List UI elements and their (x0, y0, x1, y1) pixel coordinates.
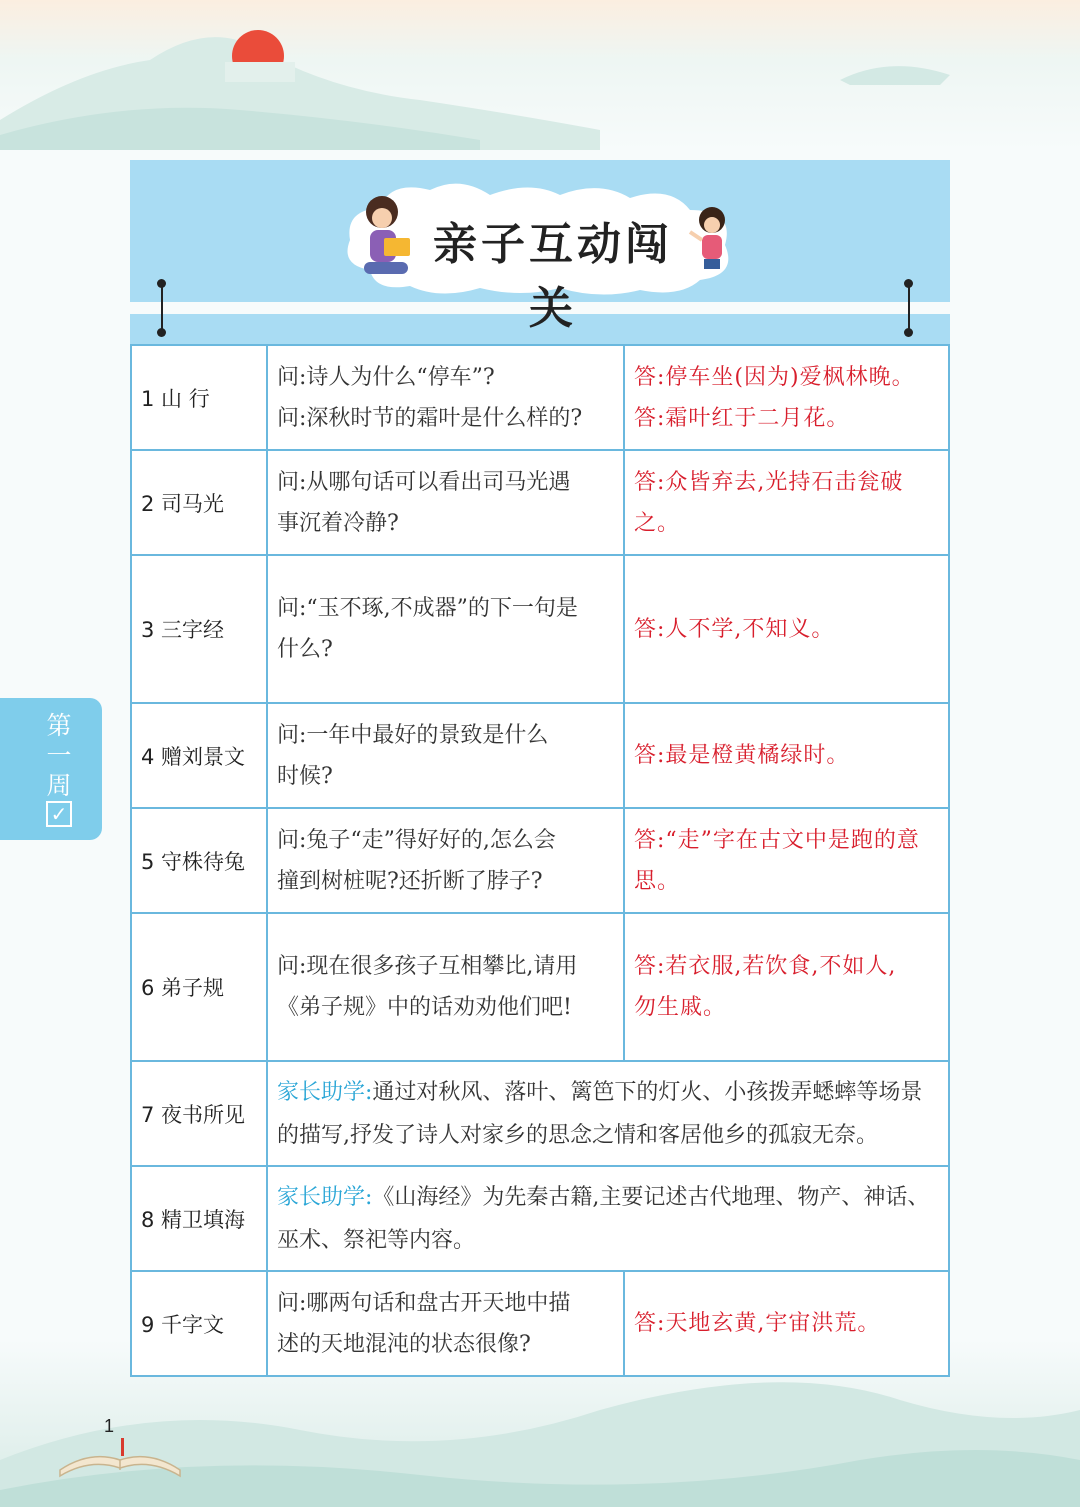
question-line: 问:兔子“走”得好好的,怎么会 (277, 827, 556, 853)
parent-help-text: 巫术、祭祀等内容。 (277, 1227, 476, 1253)
table-row (131, 808, 949, 913)
answer-line: 答:众皆弃去,光持石击瓮破 (634, 469, 904, 495)
mountain-sun-illustration (0, 0, 1080, 150)
question-line: 什么? (277, 637, 333, 662)
parent-help-label: 家长助学: (277, 1079, 373, 1105)
hanger-dot-right-top (904, 279, 913, 288)
parent-help-text: 通过对秋风、落叶、篱笆下的灯火、小孩拨弄蟋蟀等场景 (372, 1079, 923, 1105)
table-row (131, 913, 949, 1061)
hanger-dot-left-top (157, 279, 166, 288)
answer-cell (624, 913, 949, 1061)
answer-cell (624, 808, 949, 913)
answer-line: 答:霜叶红于二月花。 (634, 405, 850, 431)
lesson-title: 8 精卫填海 (131, 1166, 267, 1271)
answer-line: 答:“走”字在古文中是跑的意 (634, 827, 920, 853)
question-line: 问:现在很多孩子互相攀比,请用 (277, 954, 578, 979)
hanger-line-left (161, 283, 163, 333)
question-line: 时候? (277, 763, 333, 789)
answer-cell (624, 703, 949, 808)
table-row (131, 703, 949, 808)
hanger-line-right (908, 283, 910, 333)
qa-table (130, 344, 950, 1377)
answer-cell (624, 345, 949, 450)
lesson-title: 2 司马光 (131, 450, 267, 555)
table-row (131, 1061, 949, 1166)
question-line: 撞到树桩呢?还折断了脖子? (277, 868, 543, 894)
page-number: 1 (104, 1416, 115, 1436)
answer-line: 之。 (634, 510, 681, 536)
page-title: 亲子互动闯关 (433, 219, 673, 334)
table-row (131, 345, 949, 450)
parent-help-cell (267, 1061, 949, 1166)
parent-help-label: 家长助学: (277, 1184, 373, 1210)
lesson-title: 5 守株待兔 (131, 808, 267, 913)
lesson-title: 4 赠刘景文 (131, 703, 267, 808)
table-row (131, 555, 949, 703)
week-tab-char: 周 (46, 771, 72, 800)
question-line: 述的天地混沌的状态很像? (277, 1331, 531, 1357)
table-row (131, 1271, 949, 1376)
table-row (131, 1166, 949, 1271)
answer-line: 思。 (634, 868, 681, 894)
week-tab-char: 第 (46, 711, 72, 740)
open-book-icon (55, 1430, 185, 1480)
landscape-header-art (0, 0, 1080, 150)
question-line: 事沉着冷静? (277, 510, 399, 536)
lesson-title: 1 山 行 (131, 345, 267, 450)
lesson-title: 7 夜书所见 (131, 1061, 267, 1166)
parent-help-text: 的描写,抒发了诗人对家乡的思念之情和客居他乡的孤寂无奈。 (277, 1122, 878, 1148)
answer-cell (624, 1271, 949, 1376)
lesson-title: 3 三字经 (131, 555, 267, 703)
checkbox-icon[interactable]: ✓ (46, 801, 72, 827)
answer-line: 答:人不学,不知义。 (634, 616, 835, 642)
table-row (131, 450, 949, 555)
question-cell (267, 1271, 624, 1376)
answer-line: 勿生戚。 (634, 995, 727, 1020)
question-cell (267, 555, 624, 703)
question-cell (267, 345, 624, 450)
lesson-title: 9 千字文 (131, 1271, 267, 1376)
parent-help-cell (267, 1166, 949, 1271)
question-line: 问:从哪句话可以看出司马光遇 (277, 469, 571, 495)
answer-cell (624, 450, 949, 555)
question-line: 问:深秋时节的霜叶是什么样的? (277, 405, 583, 431)
question-cell (267, 703, 624, 808)
question-line: 问:哪两句话和盘古开天地中描 (277, 1290, 571, 1316)
answer-line: 答:最是橙黄橘绿时。 (634, 743, 850, 768)
answer-line: 答:停车坐(因为)爱枫林晚。 (634, 364, 915, 390)
question-line: 问:一年中最好的景致是什么 (277, 722, 549, 748)
week-tab-char: 一 (46, 741, 72, 770)
question-cell (267, 450, 624, 555)
hanger-dot-right-bottom (904, 328, 913, 337)
question-line: 《弟子规》中的话劝劝他们吧! (277, 995, 572, 1020)
answer-line: 答:天地玄黄,宇宙洪荒。 (634, 1311, 881, 1336)
question-line: 问:“玉不琢,不成器”的下一句是 (277, 596, 578, 621)
parent-help-text: 《山海经》为先秦古籍,主要记述古代地理、物产、神话、 (372, 1184, 930, 1210)
question-cell (267, 913, 624, 1061)
question-line: 问:诗人为什么“停车”? (277, 364, 495, 390)
answer-cell (624, 555, 949, 703)
question-cell (267, 808, 624, 913)
hanger-dot-left-bottom (157, 328, 166, 337)
lesson-title: 6 弟子规 (131, 913, 267, 1061)
answer-line: 答:若衣服,若饮食,不如人, (634, 954, 897, 979)
